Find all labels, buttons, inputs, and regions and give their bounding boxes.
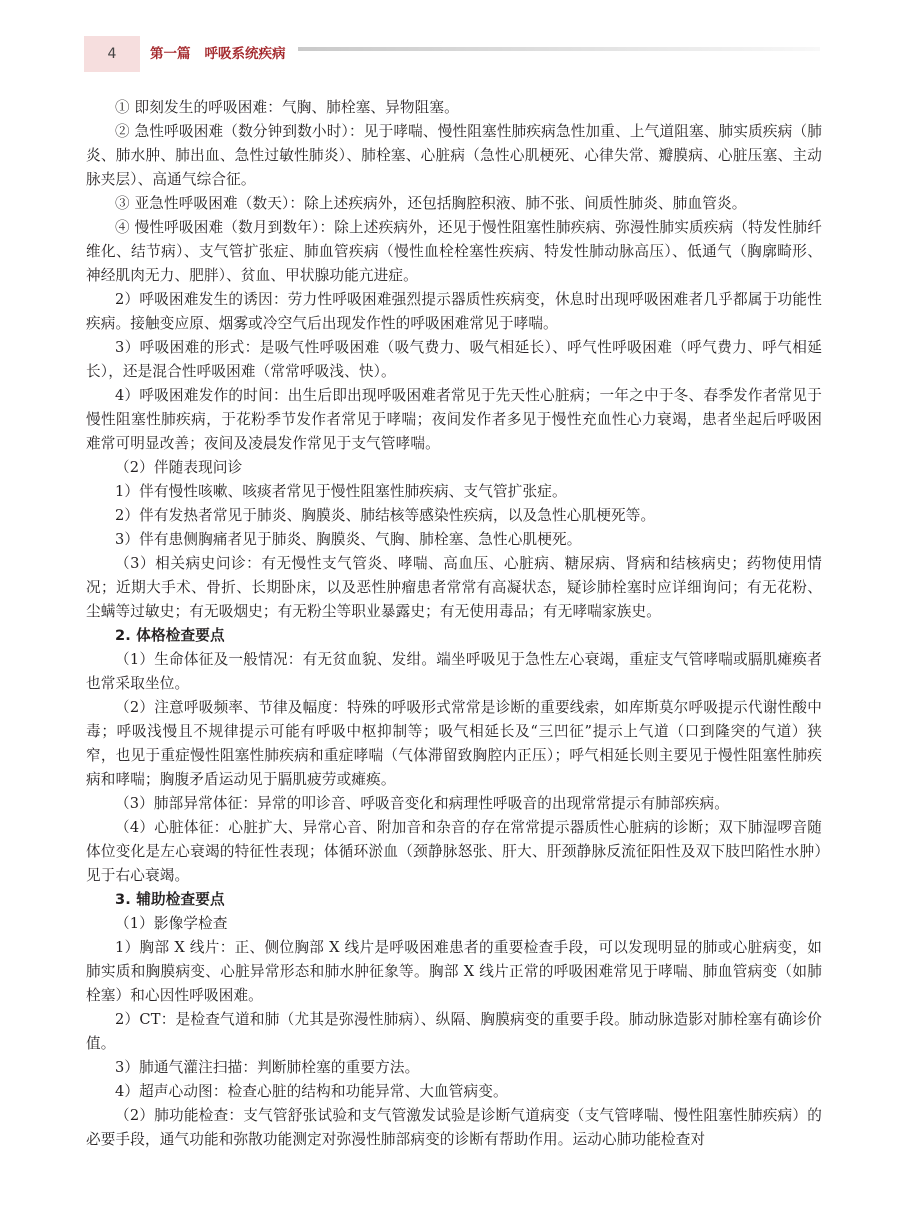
paragraph: （3）肺部异常体征：异常的叩诊音、呼吸音变化和病理性呼吸音的出现常常提示有肺部疾病。 — [115, 795, 729, 812]
paragraph: 1）伴有慢性咳嗽、咳痰者常见于慢性阻塞性肺疾病、支气管扩张症。 — [115, 483, 567, 500]
header-rule — [298, 47, 820, 51]
section-heading: 3. 辅助检查要点 — [115, 891, 225, 908]
paragraph: ③ 亚急性呼吸困难（数天）：除上述疾病外，还包括胸腔积液、肺不张、间质性肺炎、肺血管炎。 — [115, 195, 747, 212]
running-title — [150, 42, 286, 62]
paragraph: 1）胸部 X 线片：正、侧位胸部 X 线片是呼吸困难患者的重要检查手段，可以发现明显的肺或心脏病变，如肺实质和胸膜病变、心脏异常形态和肺水肿征象等。胸部 X 线片正常的呼吸困难常见于哮喘、肺血管病变（如肺栓塞）和心因性呼吸困难。 — [86, 939, 822, 1004]
paragraph: （2）肺功能检查：支气管舒张试验和支气管激发试验是诊断气道病变（支气管哮喘、慢性阻塞性肺疾病）的必要手段，通气功能和弥散功能测定对弥漫性肺部病变的诊断有帮助作用。运动心肺功能检查对 — [86, 1107, 822, 1148]
paragraph: 2）呼吸困难发生的诱因：劳力性呼吸困难强烈提示器质性疾病变，休息时出现呼吸困难者几乎都属于功能性疾病。接触变应原、烟雾或冷空气后出现发作性的呼吸困难常见于哮喘。 — [86, 291, 822, 332]
paragraph: ② 急性呼吸困难（数分钟到数小时）：见于哮喘、慢性阻塞性肺疾病急性加重、上气道阻塞、肺实质疾病（肺炎、肺水肿、肺出血、急性过敏性肺炎）、肺栓塞、心脏病（急性心肌梗死、心律失常、瓣膜病、心脏压塞、主动脉夹层）、高通气综合征。 — [86, 123, 822, 188]
part-label: 第一篇 — [150, 46, 191, 62]
paragraph: 2）伴有发热者常见于肺炎、胸膜炎、肺结核等感染性疾病，以及急性心肌梗死等。 — [115, 507, 656, 524]
paragraph: 2）CT：是检查气道和肺（尤其是弥漫性肺病）、纵隔、胸膜病变的重要手段。肺动脉造影对肺栓塞有确诊价值。 — [86, 1011, 822, 1052]
paragraph: （1）生命体征及一般情况：有无贫血貌、发绀。端坐呼吸见于急性左心衰竭，重症支气管哮喘或膈肌瘫痪者也常采取坐位。 — [86, 651, 822, 692]
paragraph: 4）超声心动图：检查心脏的结构和功能异常、大血管病变。 — [115, 1083, 508, 1100]
page-header — [0, 0, 900, 80]
section-heading: 2. 体格检查要点 — [115, 627, 225, 644]
paragraph: ① 即刻发生的呼吸困难：气胸、肺栓塞、异物阻塞。 — [115, 99, 459, 116]
chapter-title: 呼吸系统疾病 — [204, 46, 286, 62]
paragraph: （2）伴随表现问诊 — [115, 459, 243, 476]
page-number: 4 — [84, 36, 140, 72]
paragraph: 3）伴有患侧胸痛者见于肺炎、胸膜炎、气胸、肺栓塞、急性心肌梗死。 — [115, 531, 582, 548]
paragraph: ④ 慢性呼吸困难（数月到数年）：除上述疾病外，还见于慢性阻塞性肺疾病、弥漫性肺实质疾病（特发性肺纤维化、结节病）、支气管扩张症、肺血管疾病（慢性血栓栓塞性疾病、特发性肺动脉高压）、低通气（胸廓畸形、神经肌肉无力、肥胖）、贫血、甲状腺功能亢进症。 — [86, 219, 822, 284]
paragraph: 3）肺通气灌注扫描：判断肺栓塞的重要方法。 — [115, 1059, 420, 1076]
paragraph: （3）相关病史问诊：有无慢性支气管炎、哮喘、高血压、心脏病、糖尿病、肾病和结核病史；药物使用情况；近期大手术、骨折、长期卧床，以及恶性肿瘤患者常常有高凝状态，疑诊肺栓塞时应详细询问；有无花粉、尘螨等过敏史；有无吸烟史；有无粉尘等职业暴露史；有无使用毒品；有无哮喘家族史。 — [86, 555, 822, 620]
body-text — [86, 96, 822, 1152]
paragraph: （1）影像学检查 — [115, 915, 228, 932]
paragraph: 4）呼吸困难发作的时间：出生后即出现呼吸困难者常见于先天性心脏病；一年之中于冬、春季发作者常见于慢性阻塞性肺疾病，于花粉季节发作者常见于哮喘；夜间发作者多见于慢性充血性心力衰竭，患者坐起后呼吸困难常可明显改善；夜间及凌晨发作常见于支气管哮喘。 — [86, 387, 822, 452]
paragraph: （4）心脏体征：心脏扩大、异常心音、附加音和杂音的存在常常提示器质性心脏病的诊断；双下肺湿啰音随体位变化是左心衰竭的特征性表现；体循环淤血（颈静脉怒张、肝大、肝颈静脉反流征阳性及双下肢凹陷性水肿）见于右心衰竭。 — [86, 819, 822, 884]
paragraph: 3）呼吸困难的形式：是吸气性呼吸困难（吸气费力、吸气相延长）、呼气性呼吸困难（呼气费力、呼气相延长），还是混合性呼吸困难（常常呼吸浅、快）。 — [86, 339, 822, 380]
paragraph: （2）注意呼吸频率、节律及幅度：特殊的呼吸形式常常是诊断的重要线索，如库斯莫尔呼吸提示代谢性酸中毒；呼吸浅慢且不规律提示可能有呼吸中枢抑制等；吸气相延长及“三凹征”提示上气道（口到隆突的气道）狭窄，也见于重症慢性阻塞性肺疾病和重症哮喘（气体滞留致胸腔内正压）；呼气相延长则主要见于慢性阻塞性肺疾病和哮喘；胸腹矛盾运动见于膈肌疲劳或瘫痪。 — [86, 699, 822, 788]
